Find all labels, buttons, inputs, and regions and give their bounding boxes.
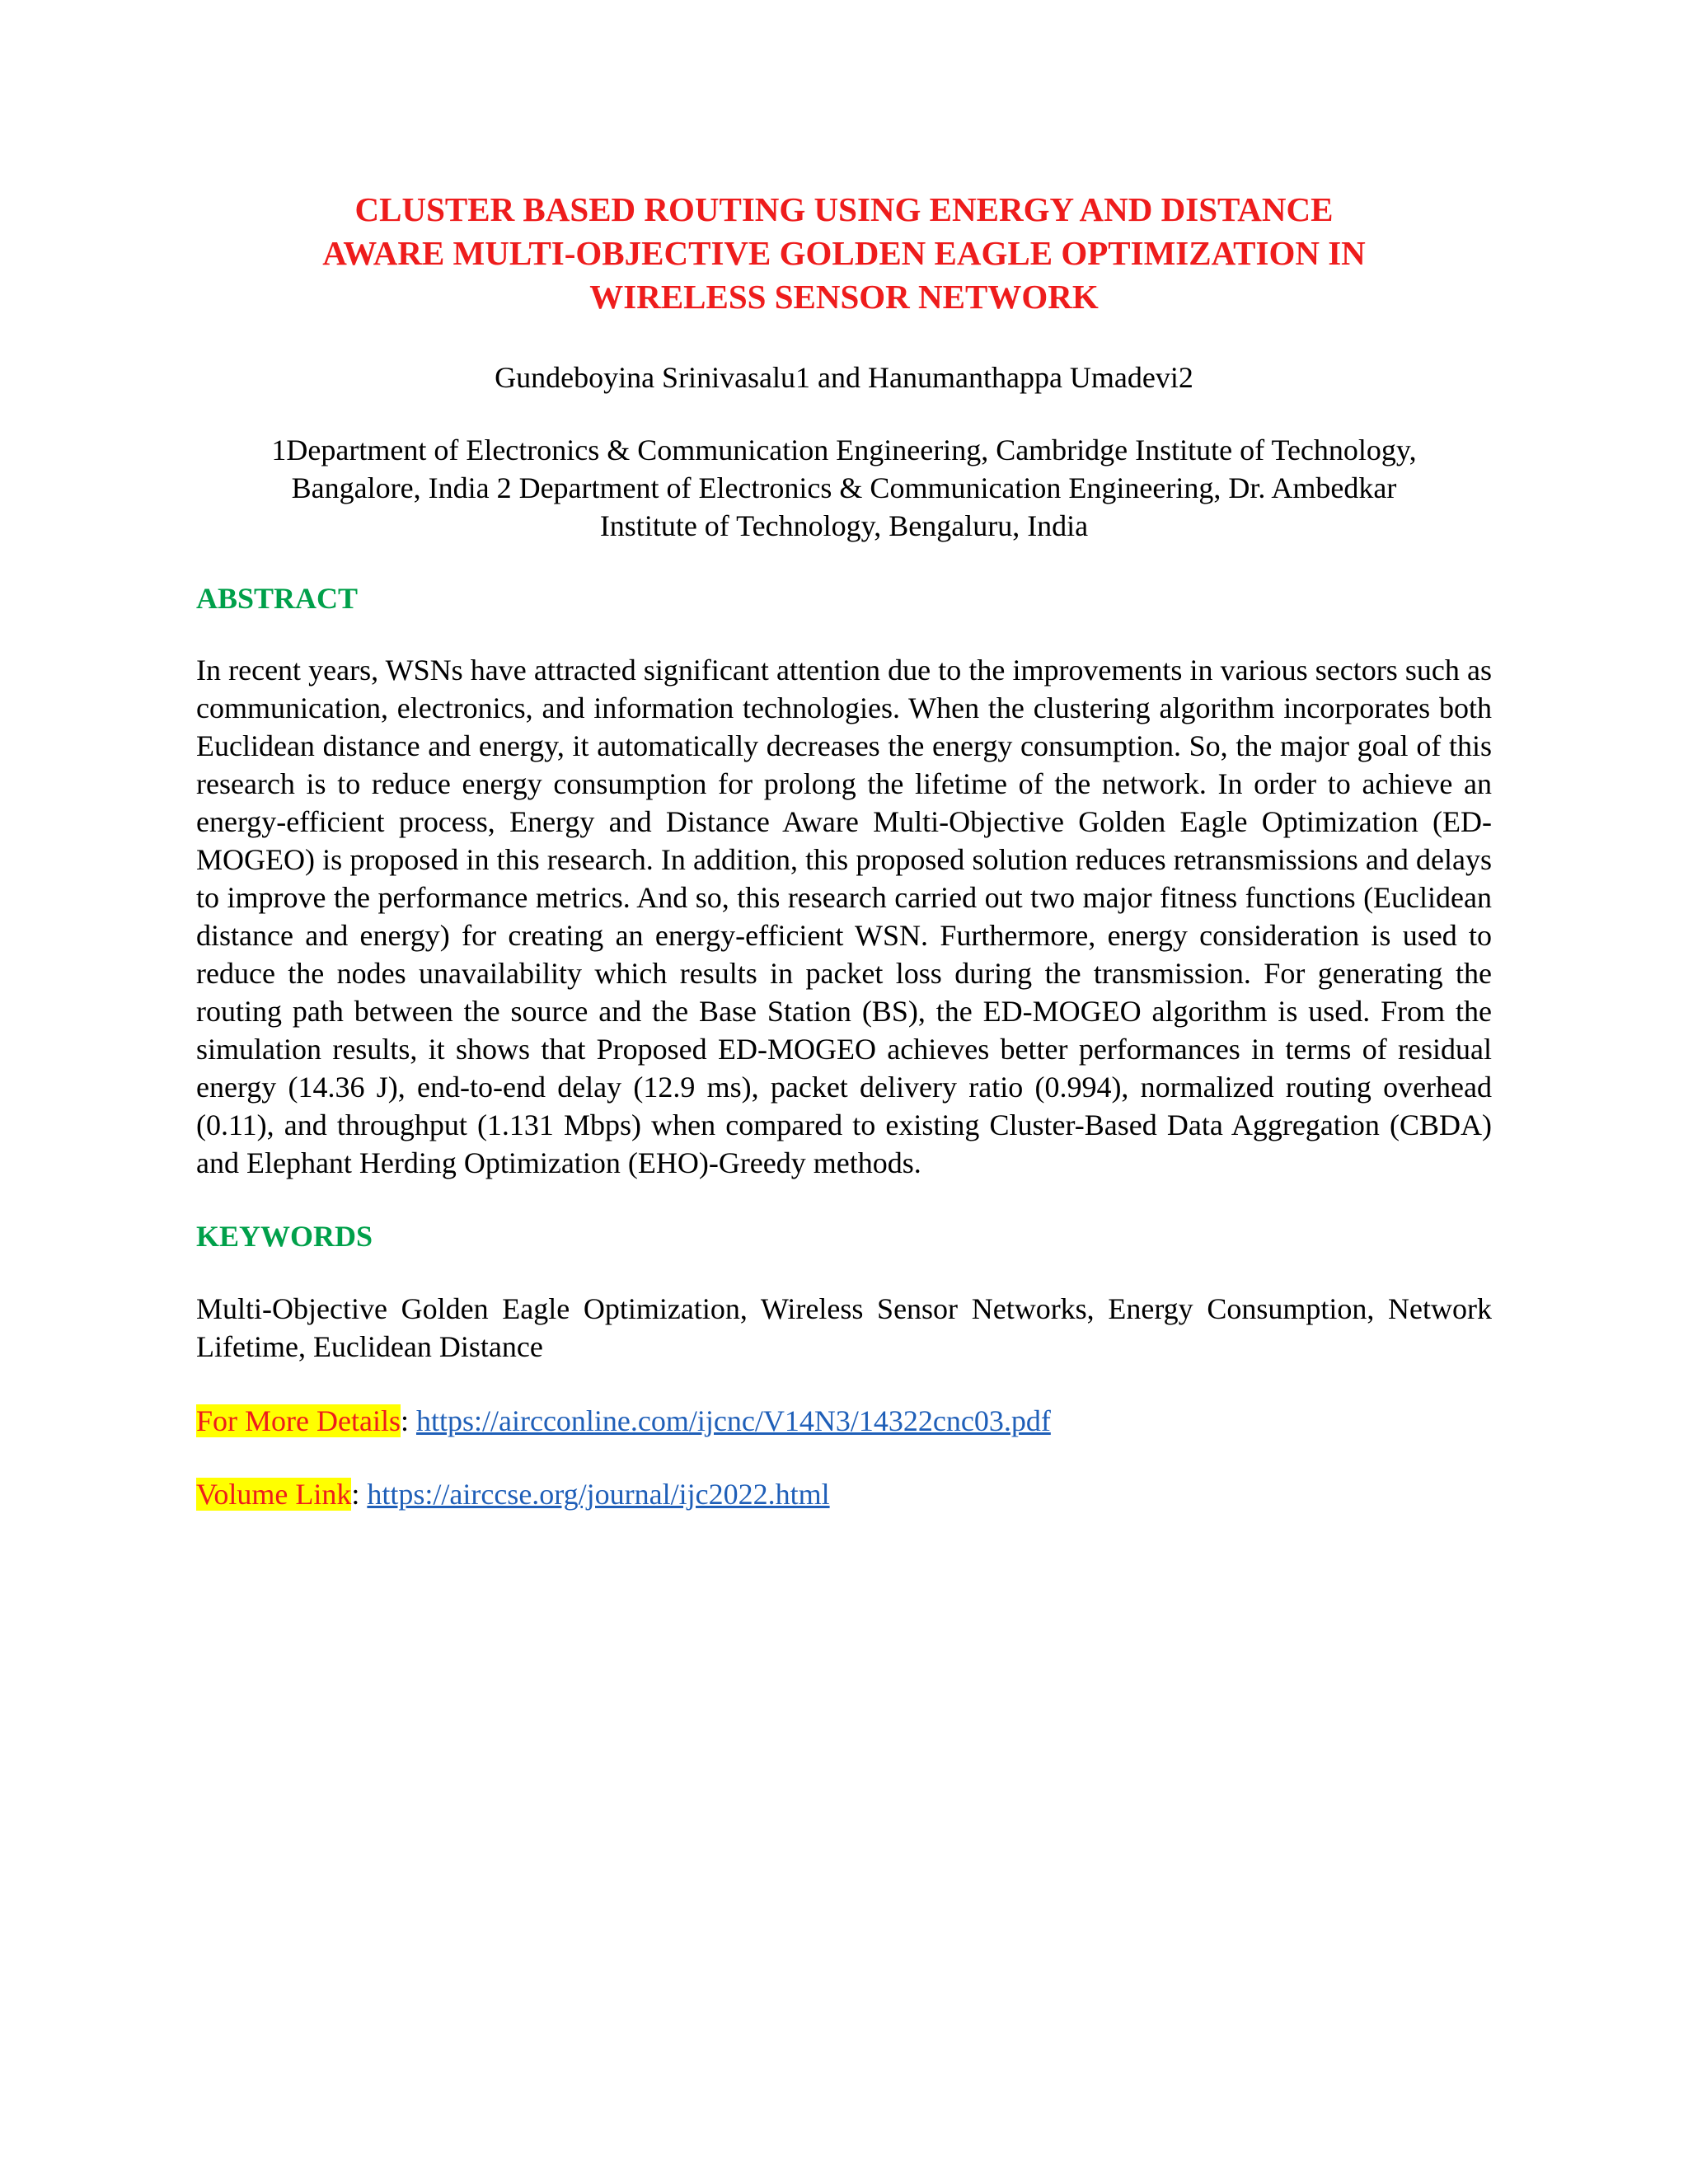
document-page: [196, 188, 1492, 1513]
title-line: AWARE MULTI-OBJECTIVE GOLDEN EAGLE OPTIMIZATION IN: [322, 234, 1366, 272]
abstract-text: In recent years, WSNs have attracted significant attention due to the improvements in various sectors such as communication, electronics, and information technologies. When the clustering algorithm incorporates both Euclidean distance and energy, it automatically decreases the energy consumption. So, the major goal of this research is to reduce energy consumption for prolong the lifetime of the network. In order to achieve an energy-efficient process, Energy and Distance Aware Multi-Objective Golden Eagle Optimization (ED-MOGEO) is proposed in this research. In addition, this proposed solution reduces retransmissions and delays to improve the performance metrics. And so, this research carried out two major fitness functions (Euclidean distance and energy) for creating an energy-efficient WSN. Furthermore, energy consideration is used to reduce the nodes unavailability which results in packet loss during the transmission. For generating the routing path between the source and the Base Station (BS), the ED-MOGEO algorithm is used. From the simulation results, it shows that Proposed ED-MOGEO achieves better performances in terms of residual energy (14.36 J), end-to-end delay (12.9 ms), packet delivery ratio (0.994), normalized routing overhead (0.11), and throughput (1.131 Mbps) when compared to existing Cluster-Based Data Aggregation (CBDA) and Elephant Herding Optimization (EHO)-Greedy methods.: [196, 654, 1492, 1179]
keywords-text: Multi-Objective Golden Eagle Optimization, Wireless Sensor Networks, Energy Consumption, Network Lifetime, Euclidean Distance: [196, 1292, 1492, 1363]
paper-title: [196, 188, 1492, 319]
separator: :: [400, 1404, 409, 1437]
more-details-link[interactable]: https://aircconline.com/ijcnc/V14N3/14322cnc03.pdf: [415, 1404, 1051, 1437]
more-details-label: For More Details: [196, 1404, 401, 1437]
volume-link-line: [196, 1475, 1492, 1513]
affiliations: [196, 431, 1492, 545]
keywords-heading: KEYWORDS: [196, 1220, 373, 1253]
more-details-line: [196, 1402, 1492, 1440]
author-list: Gundeboyina Srinivasalu1 and Hanumanthappa Umadevi2: [495, 361, 1193, 394]
volume-link[interactable]: https://airccse.org/journal/ijc2022.html: [367, 1478, 830, 1511]
title-line: WIRELESS SENSOR NETWORK: [589, 278, 1099, 316]
affiliation-line: Institute of Technology, Bengaluru, India: [599, 509, 1089, 542]
separator: :: [351, 1478, 360, 1511]
affiliation-line: Bangalore, India 2 Department of Electronics & Communication Engineering, Dr. Ambedkar: [291, 471, 1397, 504]
abstract-heading: ABSTRACT: [196, 582, 359, 615]
title-line: CLUSTER BASED ROUTING USING ENERGY AND DISTANCE: [354, 190, 1334, 228]
affiliation-line: 1Department of Electronics & Communication Engineering, Cambridge Institute of Technology,: [271, 434, 1417, 466]
volume-link-label: Volume Link: [196, 1478, 352, 1511]
